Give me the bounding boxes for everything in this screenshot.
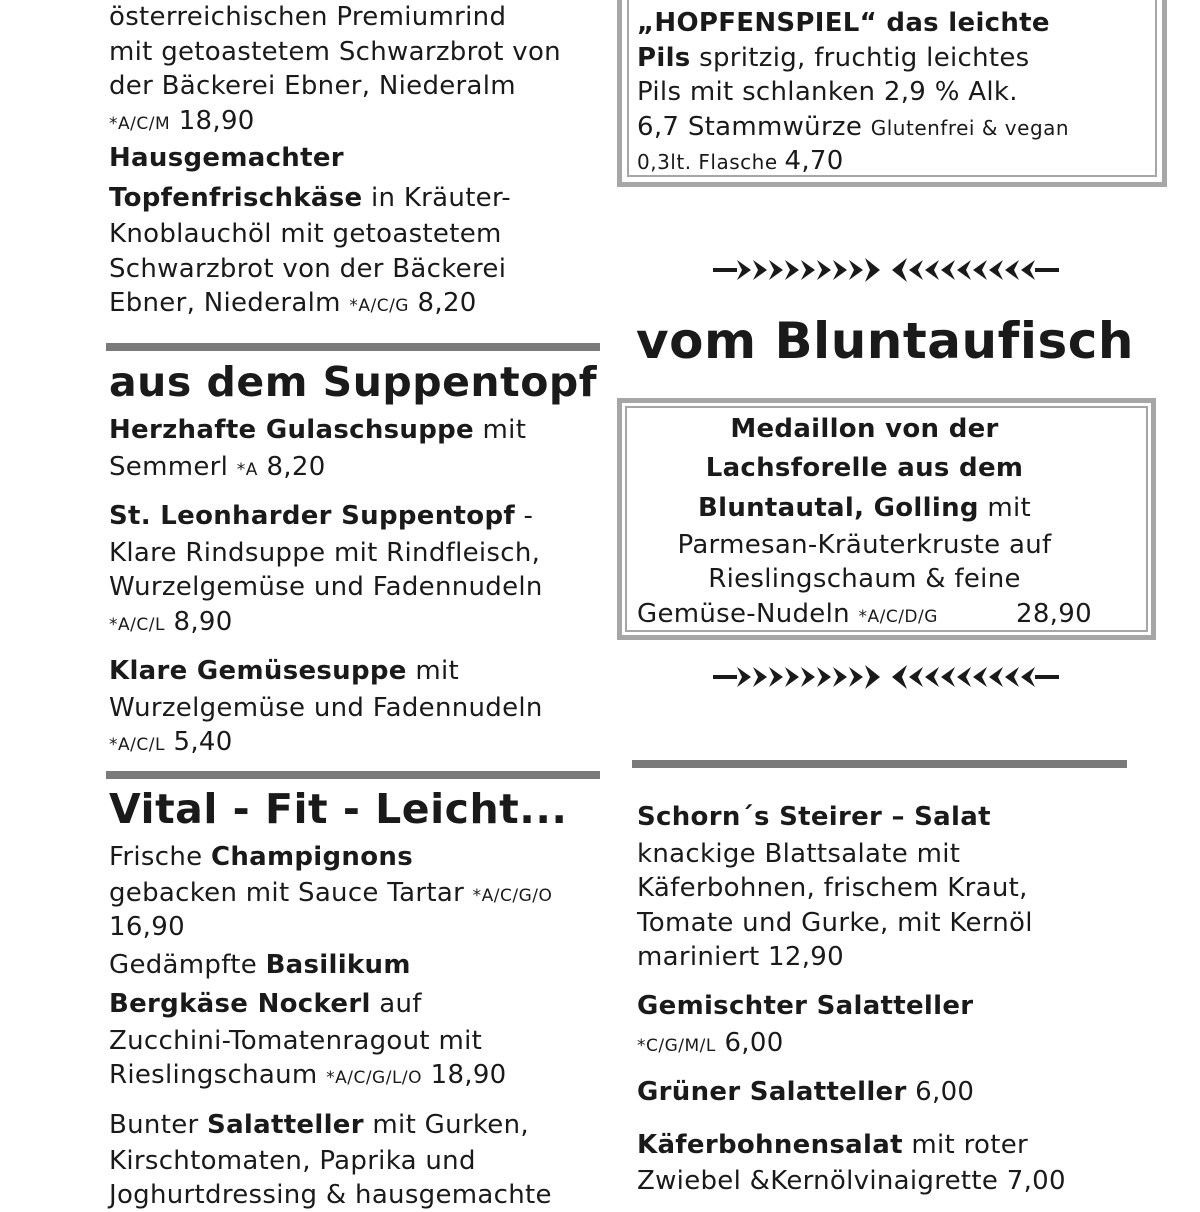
- price: 18,90: [178, 106, 255, 136]
- topfen-price-line: [109, 286, 477, 323]
- hopfen-price-line: [637, 144, 844, 179]
- dish-desc: Gemüse-Nudeln: [637, 599, 859, 629]
- champ-line2: [109, 876, 552, 913]
- section-heading-suppentopf: aus dem Suppentopf: [109, 358, 598, 406]
- dish-desc: Zwiebel &Kernölvinaigrette 7,00: [637, 1166, 1066, 1196]
- dish-desc: 6,7 Stammwürze: [637, 112, 871, 142]
- price: 5,40: [164, 727, 233, 757]
- price: 28,90: [1016, 599, 1092, 629]
- med-price-line: [637, 597, 938, 634]
- allergen-codes: *A/C/D/G: [858, 607, 938, 627]
- price: 6,00: [906, 1077, 975, 1107]
- dish-desc: Wurzelgemüse und Fadennudeln: [109, 572, 543, 602]
- price: 8,90: [164, 607, 233, 637]
- allergen-codes: *A/C/L: [109, 615, 165, 635]
- dish-desc: spritzig, fruchtig leichtes: [690, 43, 1030, 73]
- dish-note: Glutenfrei & vegan: [870, 116, 1070, 140]
- dish-title: „HOPFENSPIEL“ das leichte: [637, 8, 1050, 38]
- gemuese-price-line: [109, 725, 233, 762]
- dish-desc: Klare Rindsuppe mit Rindfleisch,: [109, 538, 541, 568]
- dish-title: Gemischter Salatteller: [637, 991, 974, 1021]
- dish-title: St. Leonharder Suppentopf: [109, 501, 515, 531]
- dish-desc: in Kräuter-: [362, 183, 511, 213]
- med-line3: [637, 491, 1092, 525]
- allergen-codes: *C/G/M/L: [637, 1036, 716, 1056]
- rind-desc-line2: mit getoastetem Schwarzbrot von: [109, 37, 561, 67]
- arrow-divider-icon: [713, 256, 1059, 284]
- dish-desc: Rieslingschaum & feine: [708, 564, 1021, 594]
- section-heading-vital: Vital - Fit - Leicht...: [109, 785, 568, 833]
- gemuese-line1: [109, 654, 459, 688]
- rind-desc-line3: der Bäckerei Ebner, Niederalm: [109, 71, 516, 101]
- dish-title: Lachsforelle aus dem: [705, 453, 1024, 483]
- dish-desc: mit Gurken,: [363, 1110, 529, 1140]
- dish-title: Medaillon von der: [730, 414, 999, 444]
- dish-title: Bergkäse Nockerl: [109, 989, 371, 1019]
- section-divider: [106, 771, 600, 779]
- dish-desc: Bunter: [109, 1110, 208, 1140]
- hopfen-line2: [637, 41, 1030, 75]
- dish-desc: Gedämpfte: [109, 950, 266, 980]
- dish-desc: Rieslingschaum: [109, 1060, 327, 1090]
- rind-desc-line1: österreichischen Premiumrind: [109, 2, 507, 32]
- allergen-codes: *A/C/G: [349, 296, 409, 316]
- allergen-codes: *A/C/G/L/O: [326, 1068, 423, 1088]
- dish-desc: mariniert 12,90: [637, 942, 844, 972]
- dish-desc: mit: [406, 656, 459, 686]
- dish-title: Grüner Salatteller: [637, 1077, 907, 1107]
- dish-title: Basilikum: [265, 950, 411, 980]
- dish-desc: Ebner, Niederalm: [109, 288, 350, 318]
- price: 8,20: [257, 452, 326, 482]
- dish-title: Bluntautal, Golling: [697, 493, 979, 523]
- allergen-codes: *A: [236, 460, 258, 480]
- price: 18,90: [422, 1060, 507, 1090]
- nock-price-line: [109, 1058, 507, 1095]
- dish-desc: Semmerl: [109, 452, 237, 482]
- dish-desc: Wurzelgemüse und Fadennudeln: [109, 693, 543, 723]
- hopfen-line4: [637, 110, 1069, 145]
- dish-title: Käferbohnensalat: [637, 1130, 903, 1160]
- gem-price-line: [637, 1026, 784, 1063]
- price: 6,00: [715, 1028, 784, 1058]
- dish-desc: -: [514, 501, 534, 531]
- dish-title: Hausgemachter: [109, 143, 344, 173]
- dish-title: Champignons: [210, 842, 413, 872]
- dish-desc: Kirschtomaten, Paprika und: [109, 1146, 476, 1176]
- dish-title: Salatteller: [207, 1110, 364, 1140]
- dish-desc: knackige Blattsalate mit: [637, 839, 961, 869]
- dish-desc: Parmesan-Kräuterkruste auf: [677, 530, 1052, 560]
- price: 8,20: [408, 288, 477, 318]
- dish-desc: mit: [978, 493, 1032, 523]
- dish-title: Topfenfrischkäse: [109, 183, 363, 213]
- dish-desc: auf: [370, 989, 422, 1019]
- champ-line1: [109, 840, 413, 874]
- salat-line1: [109, 1108, 529, 1142]
- dish-title: Herzhafte Gulaschsuppe: [109, 415, 474, 445]
- dish-title: Schorn´s Steirer – Salat: [637, 802, 991, 832]
- allergen-codes: *A/C/M: [109, 114, 171, 134]
- dish-title: Pils: [637, 43, 691, 73]
- dish-desc: Frische: [109, 842, 211, 872]
- dish-desc: Zucchini-Tomatenragout mit: [109, 1026, 483, 1056]
- dish-desc: gebacken mit Sauce Tartar: [109, 878, 473, 908]
- dish-note: 0,3lt. Flasche: [637, 150, 785, 174]
- dish-desc: Käferbohnen, frischem Kraut,: [637, 873, 1028, 903]
- leon-price-line: [109, 605, 233, 642]
- gruen-line: [637, 1075, 974, 1109]
- arrow-divider-icon: [713, 663, 1059, 691]
- allergen-codes: *A/C/G/O: [472, 886, 553, 906]
- dish-desc: mit roter: [902, 1130, 1028, 1160]
- nock-line1: [109, 948, 411, 982]
- price: 16,90: [109, 912, 185, 942]
- leon-line1: [109, 499, 533, 533]
- topfen-line2: [109, 181, 511, 215]
- section-divider: [632, 760, 1127, 768]
- gulasch-line1: [109, 413, 526, 447]
- dish-desc: Pils mit schlanken 2,9 % Alk.: [637, 77, 1018, 107]
- kaefer-line1: [637, 1128, 1028, 1162]
- allergen-codes: *A/C/L: [109, 735, 165, 755]
- dish-title: Klare Gemüsesuppe: [109, 656, 407, 686]
- dish-desc: mit: [473, 415, 527, 445]
- dish-desc: Joghurtdressing & hausgemachte: [109, 1180, 552, 1210]
- dish-desc: Schwarzbrot von der Bäckerei: [109, 254, 507, 284]
- dish-desc: Knoblauchöl mit getoastetem: [109, 219, 502, 249]
- rind-price-line: [109, 104, 255, 141]
- nock-line2: [109, 987, 422, 1021]
- section-divider: [106, 343, 600, 351]
- gulasch-line2: [109, 450, 326, 487]
- dish-desc: Tomate und Gurke, mit Kernöl: [637, 908, 1033, 938]
- price: 4,70: [784, 146, 844, 176]
- section-heading-bluntaufisch: vom Bluntaufisch: [636, 312, 1135, 370]
